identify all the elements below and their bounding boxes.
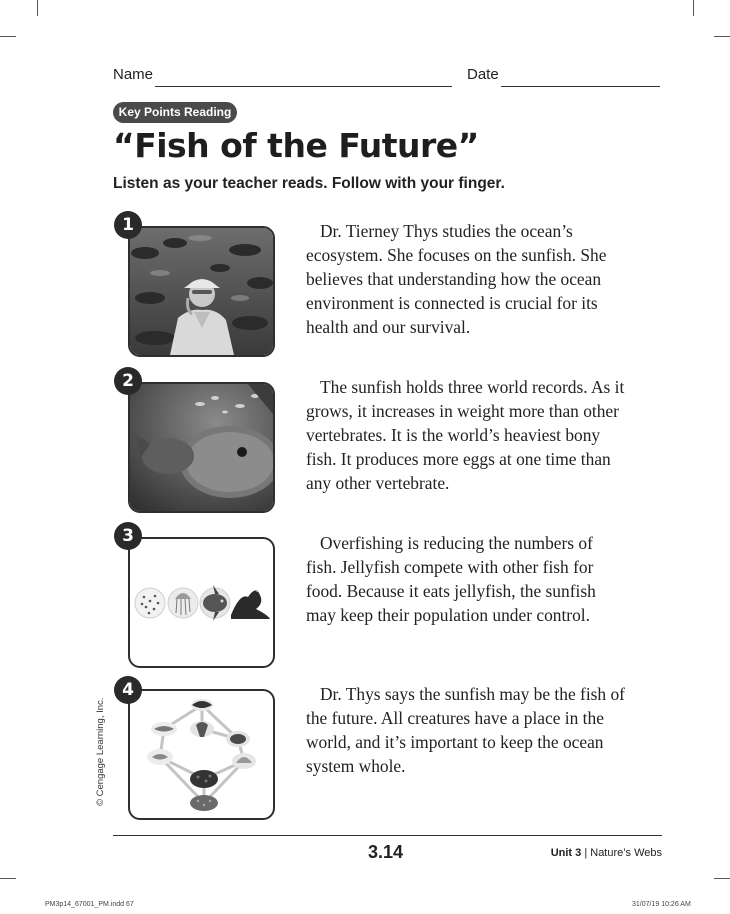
crop-mark [693, 0, 694, 16]
food-web-frame [128, 689, 275, 820]
copyright-notice: © Cengage Learning, Inc. [95, 697, 106, 806]
unit-number: Unit 3 [550, 847, 582, 859]
print-timestamp: 31/07/19 10:26 AM [632, 901, 691, 908]
unit-label [551, 847, 662, 859]
crop-mark [714, 36, 730, 37]
name-label: Name [113, 66, 154, 83]
instruction-text: Listen as your teacher reads. Follow with your finger. [113, 175, 505, 192]
date-line [501, 86, 660, 87]
unit-title: Nature’s Webs [590, 847, 662, 859]
section-number-3: 3 [114, 522, 142, 550]
key-points-badge: Key Points Reading [113, 102, 237, 123]
file-slug: PM3p14_67001_PM.indd 67 [45, 901, 134, 908]
section-4-text: Dr. Thys says the sunfish may be the fish of the future. All creatures have a place in the world, and it’s important to keep the ocean system whole. [306, 684, 625, 776]
section-2-text: The sunfish holds three world records. As it grows, it increases in weight more than other vertebrates. It is the world’s heaviest bony fish. It produces more eggs at one time than any other vertebrate. [306, 377, 625, 493]
food-chain-illustration [130, 539, 273, 666]
sunfish-photo-frame [128, 382, 275, 513]
section-number-2: 2 [114, 367, 142, 395]
footer-rule [113, 835, 662, 836]
food-chain-frame [128, 537, 275, 668]
crop-mark [0, 878, 16, 879]
section-number-4: 4 [114, 676, 142, 704]
section-1-text: Dr. Tierney Thys studies the ocean’s ecosystem. She focuses on the sunfish. She believes that understanding how the ocean environment is connected is crucial for its health and our survival. [306, 221, 607, 337]
food-web-diagram [130, 691, 273, 818]
page-title: “Fish of the Future” [113, 126, 479, 165]
page-number: 3.14 [368, 842, 404, 862]
sunfish-photo [130, 384, 273, 511]
name-line [155, 86, 452, 87]
crop-mark [0, 36, 16, 37]
crop-mark [37, 0, 38, 16]
date-label: Date [467, 66, 499, 83]
section-3-text: Overfishing is reducing the numbers of fish. Jellyfish compete with other fish for food. Because it eats jellyfish, the sunfish may keep their population under control. [306, 533, 596, 625]
section-number-1: 1 [114, 211, 142, 239]
scientist-photo [128, 226, 275, 357]
crop-mark [714, 878, 730, 879]
unit-separator: | [581, 847, 591, 859]
scientist-with-sea-lions-photo [130, 228, 273, 355]
